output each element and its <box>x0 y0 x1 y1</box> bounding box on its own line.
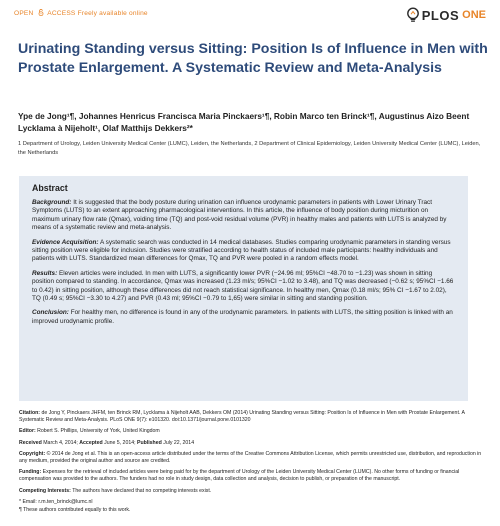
editor-label: Editor: <box>19 428 36 435</box>
funding-text: Expenses for the retrieval of included articles were being paid for by the department of Urology of the Leiden University Medical Center (LUMC). No other forms of funding or financial compensation was provided to the authors. The funders had no role in study design, data collection and analysis, decision to publish, or preparation of the manuscript. <box>19 469 460 483</box>
abstract-background <box>32 199 455 233</box>
accepted-label: Accepted <box>79 439 103 446</box>
section-label: Background: <box>32 199 72 206</box>
section-label: Conclusion: <box>32 309 69 317</box>
freely-available-label: Freely available online <box>77 10 148 17</box>
citation-label: Citation: <box>19 410 41 416</box>
plos-one-logo <box>406 6 486 24</box>
abstract-conclusion <box>32 309 455 326</box>
copyright-label: Copyright: <box>19 450 46 457</box>
article-title: Urinating Standing versus Sitting: Position Is of Influence in Men with Prostate Enlargement. A Systematic Review and Meta-Analysis <box>18 41 488 76</box>
published-date: July 22, 2014 <box>161 439 195 446</box>
affiliations: 1 Department of Urology, Leiden University Medical Center (LUMC), Leiden, the Netherlands, 2 Department of Clinical Epidemiology, Leiden University Medical Center (LUMC), Leiden, the Netherlands <box>18 141 481 156</box>
plos-wordmark: PLOS <box>421 7 460 23</box>
accepted-date: June 5, 2014; <box>102 439 137 446</box>
open-access-lock-icon <box>38 9 44 16</box>
section-text: For healthy men, no difference is found in any of the urodynamic parameters. In patients with LUTS, the sitting position is linked with an improved urodynamic profile. <box>32 309 453 325</box>
author-list: Ype de Jong¹¶, Johannes Henricus Francisca Maria Pinckaers¹¶, Robin Marco ten Brinck¹¶, Augustinus Aizo Beent Lycklama à Nijeholt¹, Olaf Matthijs Dekkers²* <box>18 111 470 133</box>
competing-label: Competing Interests: <box>19 487 71 494</box>
editor-text: Robert S. Phillips, University of York, United Kingdom <box>35 428 160 435</box>
competing-text: The authors have declared that no competing interests exist. <box>70 487 212 494</box>
abstract-heading: Abstract <box>32 183 68 193</box>
journal-header <box>14 6 486 24</box>
funding <box>19 469 485 483</box>
section-text: A systematic search was conducted in 14 medical databases. Studies comparing urodynamic parameters in standing versus sitting position were eligible for inclusion. Studies were stratified according to health status of included male participants: healthy individuals and patients with LUTS. Standardized mean differences for Qmax, TQ and PVR were pooled in a random effects model. <box>32 238 451 263</box>
article-metadata <box>19 410 485 515</box>
access-label: ACCESS <box>47 10 76 17</box>
citation <box>19 410 485 424</box>
editor <box>19 428 485 435</box>
plos-bulb-icon <box>406 7 420 23</box>
section-text: Eleven articles were included. In men with LUTS, a significantly lower PVR (−24.96 ml; 95%CI −48.70 to −1.23) was shown in sitting position compared to standing. In accordance, Qmax was increased (1.23 ml/s; 95%CI −1.02 to 3.48), and TQ was decreased (−0.62 s; 95%CI −1.66 to 0.42) in sitting position, although these differences did not reach statistical significance. In healthy men, Qmax (0.18 ml/s; 95% CI −1.67 to 2.02), TQ (0.49 s; 95%CI −3.30 to 4.27) and PVR (0.43 ml; 95%CI −0.79 to 1,65) were similar in sitting and standing position. <box>32 269 454 303</box>
competing-interests <box>19 488 485 495</box>
section-label: Evidence Acquisition: <box>32 238 99 246</box>
funding-label: Funding: <box>19 469 42 476</box>
open-access-label <box>14 9 148 17</box>
section-text: It is suggested that the body posture during urination can influence urodynamic parameters in patients with Lower Urinary Tract Symptoms (LUTS) to an extent approaching pharmacological interventions. In this article, the influence of body position during micturition on maximum urinary flow rate (Qmax), voiding time (TQ) and post-void residual volume (PVR) in healthy males and patients with LUTS is analyzed by means of a systematic review and meta-analysis. <box>32 199 447 232</box>
equal-contribution-note: ¶ These authors contributed equally to this work. <box>19 507 131 514</box>
copyright-text: © 2014 de Jong et al. This is an open-access article distributed under the terms of the Creative Commons Attribution License, which permits unrestricted use, distribution, and reproduction in any medium, provided the original author and source are credited. <box>19 450 482 465</box>
open-label: OPEN <box>14 10 34 17</box>
published-label: Published <box>136 439 162 446</box>
copyright <box>19 451 485 465</box>
section-label: Results: <box>32 269 58 277</box>
abstract-box <box>19 176 468 401</box>
abstract-results <box>32 270 455 304</box>
dates <box>19 440 485 447</box>
one-wordmark: ONE <box>462 9 486 21</box>
citation-text: de Jong Y, Pinckaers JHFM, ten Brinck RM, Lycklama à Nijeholt AAB, Dekkers OM (2014) Urinating Standing versus Sitting: Position Is of Influence in Men with Prostate Enlargement. A Systematic Review and Meta-Analysis. PLoS ONE 9(7): e101320. doi:10.1371/journal.pone.0101320 <box>19 410 465 424</box>
abstract-evidence-acquisition <box>32 239 455 264</box>
corresponding-email: * Email: r.m.ten_brinck@lumc.nl <box>19 498 93 505</box>
received-label: Received <box>19 439 42 446</box>
received-date: March 4, 2014; <box>41 439 80 446</box>
